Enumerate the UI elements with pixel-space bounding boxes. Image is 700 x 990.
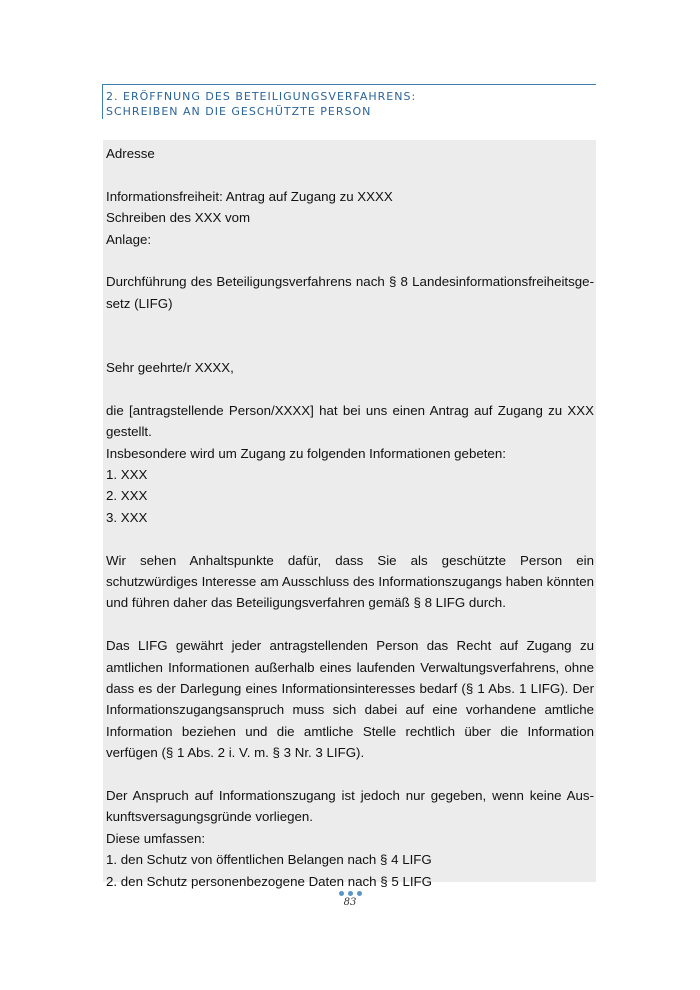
- page-number: 83: [343, 897, 357, 908]
- interest-paragraph: Wir sehen Anhaltspunkte dafür, dass Sie als geschützte Person ein schutzwürdiges Interesse am Ausschluss des Informationszugangs haben könnten und führen daher das Beteiligungsverfahren gemäß § 8 LIFG durch.: [106, 552, 594, 611]
- salutation: Sehr geehrte/r XXXX,: [106, 360, 234, 376]
- request-item-2: 2. XXX: [106, 488, 148, 504]
- page-dots-ornament: [0, 891, 700, 896]
- section-heading-line1: 2. ERÖFFNUNG DES BETEILIGUNGSVERFAHRENS:: [106, 90, 417, 103]
- dot-icon: [339, 891, 344, 896]
- page-footer: [0, 891, 700, 908]
- subject-line-3: Anlage:: [106, 231, 152, 247]
- grounds-intro: Diese umfassen:: [106, 830, 206, 846]
- lifg-paragraph: Das LIFG gewährt jeder antragstellenden Person das Recht auf Zugang zu amtlichen Informationen außerhalb eines laufenden Verwaltungsverfahrens, ohne dass es der Darlegung eines Informationsinteresses bedarf (§ 1 Abs. 1 LIFG). Der Informationszugangsanspruch muss sich dabei auf eine vorhandene amtliche Information beziehen und die amtliche Stelle rechtlich über die Information verfügen (§ 1 Abs. 2 i. V. m. § 3 Nr. 3 LIFG).: [106, 638, 594, 761]
- address-line: Adresse: [106, 146, 155, 161]
- section-heading: [102, 84, 596, 119]
- dot-icon: [357, 891, 362, 896]
- claim-paragraph: Der Anspruch auf Informationszugang ist jedoch nur gegeben, wenn keine Auskunftsversagungsgründe vorliegen.: [106, 788, 594, 825]
- subject-line-2: Schreiben des XXX vom: [106, 210, 251, 226]
- ground-item-2: 2. den Schutz personenbezogene Daten nach § 5 LIFG: [106, 873, 433, 889]
- intro-paragraph: die [antragstellende Person/XXXX] hat bei uns einen Antrag auf Zugang zu XXX gestellt.: [106, 402, 594, 440]
- ground-item-1: 1. den Schutz von öffentlichen Belangen nach § 4 LIFG: [106, 852, 432, 868]
- section-heading-line2: SCHREIBEN AN DIE GESCHÜTZTE PERSON: [106, 105, 372, 118]
- request-item-1: 1. XXX: [106, 467, 148, 483]
- request-item-3: 3. XXX: [106, 509, 148, 525]
- letter-content: [106, 143, 594, 892]
- request-intro: Insbesondere wird um Zugang zu folgenden Informationen gebeten:: [106, 445, 506, 461]
- subject-line-1: Informationsfreiheit: Antrag auf Zugang zu XXXX: [106, 188, 393, 204]
- topic-paragraph: Durchführung des Beteiligungsverfahrens nach § 8 Landesinformationsfreiheitsgesetz (LIFG): [106, 274, 594, 311]
- dot-icon: [348, 891, 353, 896]
